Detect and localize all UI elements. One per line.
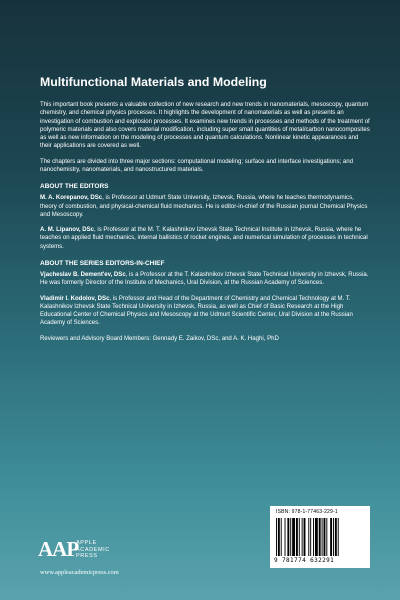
barcode-bar: [338, 518, 339, 556]
barcode-bar: [302, 518, 303, 556]
barcode-bar: [322, 518, 323, 556]
barcode-bar: [324, 518, 326, 556]
editor-entry: [40, 194, 370, 219]
barcode-bar: [290, 518, 291, 556]
isbn-barcode: [270, 506, 370, 568]
barcode-bars: [276, 518, 364, 556]
series-editor-entry: [40, 295, 370, 328]
series-editors-heading: ABOUT THE SERIES EDITORS-IN-CHIEF: [40, 259, 165, 267]
barcode-bar: [278, 518, 280, 556]
barcode-bar: [335, 518, 337, 556]
barcode-bar: [285, 518, 286, 556]
editor-entry: [40, 226, 370, 251]
editor-bio: , is Professor at Udmurt State University, Izhevsk, Russia, where he teaches thermodynamics, theory of combustion, and physical-chemical fluid mechanics. He is editor-in-chief of the Russian journal Chemical Physics and Mesoscopy.: [40, 195, 368, 218]
publisher-name: [76, 540, 110, 560]
barcode-bar: [308, 518, 309, 556]
editor-name: A. M. Lipanov, DSc: [40, 227, 94, 233]
series-editor-name: Vladimir I. Kodolov, DSc: [40, 295, 110, 302]
barcode-bar: [333, 518, 334, 556]
barcode-bar: [296, 518, 298, 556]
series-editor-name: Vjacheslav B. Dement'ev, DSc: [40, 272, 126, 278]
cover-text: [40, 101, 370, 350]
publisher-logo: [38, 538, 148, 562]
barcode-bar: [330, 518, 332, 556]
barcode-bar: [310, 518, 311, 556]
barcode-bar: [304, 518, 306, 556]
barcode-bar: [319, 518, 321, 556]
description-paragraph: The chapters are divided into three major sections: computational modeling; surface and interface investigations; and nanochemistry, nanomaterials, and nanostructured materials.: [40, 158, 353, 173]
barcode-bar: [326, 518, 327, 556]
isbn-number: ISBN: 978-1-77463-229-1: [276, 509, 338, 515]
publisher-name-line: APPLE: [76, 540, 97, 546]
barcode-digits: 9 781774 632291: [274, 557, 335, 564]
barcode-bar: [292, 518, 295, 556]
publisher-name-line: PRESS: [76, 553, 98, 560]
barcode-bar: [299, 518, 300, 556]
barcode-bar: [313, 518, 314, 556]
editor-name: M. A. Korepanov, DSc: [40, 195, 103, 202]
series-editor-bio: , is Professor and Head of the Department of Chemistry and Chemical Technology at M. T. Kalashnikov Izhevsk State Technical University in Izhevsk, Russia, as well as Chief of Basic Research at the High Educational Center of Chemical Physics and Mesoscopy at the Udmurt Scientific Center, Ural Division at the Russian Academy of Sciences.: [40, 295, 353, 327]
publisher-url[interactable]: www.appleacademicpress.com: [40, 569, 119, 576]
description-paragraph: This important book presents a valuable collection of new research and new trends in nanomaterials, mesoscopy, quantum chemistry, and chemical physics processes. It highlights the development of nanomaterials as well as presents an investigation of combustion and explosion processes. It examines new trends in processes and methods of the treatment of polymeric materials and also covers material modification, including super small quantities of metal/carbon nanocomposites as well as new information on the modeling of processes and quantum calculations. Nonlinear kinetic appearances and their applications are covered as well.: [40, 102, 370, 150]
reviewers-note: Reviewers and Advisory Board Members: Gennady E. Zaikov, DSc, and A. K. Haghi, PhD: [40, 335, 279, 342]
barcode-bar: [315, 518, 318, 556]
barcode-bar: [287, 518, 289, 556]
book-title: Multifunctional Materials and Modeling: [40, 75, 267, 89]
series-editor-entry: [40, 271, 370, 288]
aap-logo-icon: AAP: [38, 537, 79, 561]
editor-bio: , is Professor at the M. T. Kalashnikov Izhevsk State Technical Institute in Izhevsk, Russia, where he teaches on applied fluid mechanics, internal ballistics of rocket engines, and numerical simulation of processes in technical systems.: [40, 227, 368, 250]
series-editor-bio: , is a Professor at the T. Kalashnikov Izhevsk State Technical University in Izhevsk, Russia. He was formerly Director of the Institute of Mechanics, Ural Division, at the Russian Academy of Sciences.: [40, 272, 369, 287]
editors-heading: ABOUT THE EDITORS: [40, 183, 109, 190]
publisher-name-line: ACADEMIC: [76, 546, 110, 553]
barcode-bar: [276, 518, 277, 556]
barcode-bar: [281, 518, 282, 556]
